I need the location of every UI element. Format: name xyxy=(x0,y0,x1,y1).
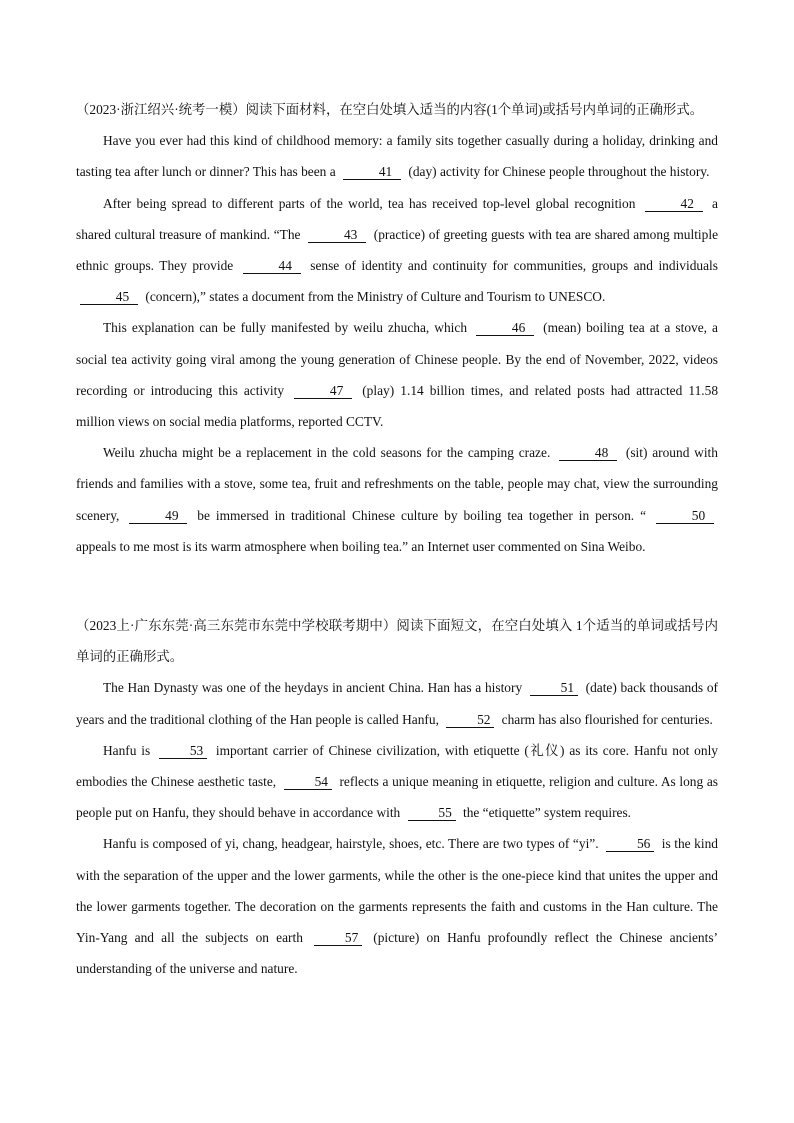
answer-blank-57[interactable]: 57 xyxy=(314,931,362,946)
answer-blank-56[interactable]: 56 xyxy=(606,837,654,852)
paragraph-text: (concern),” states a document from the Ministry of Culture and Tourism to UNESCO. xyxy=(145,289,606,305)
answer-blank-48[interactable]: 48 xyxy=(559,446,617,461)
answer-blank-44[interactable]: 44 xyxy=(243,259,301,274)
paragraph-text: (practice) of greeting guests with tea are shared among multiple ethnic groups. They provide xyxy=(76,226,719,274)
section-1-paragraphs xyxy=(76,125,718,562)
answer-blank-52[interactable]: 52 xyxy=(446,713,494,728)
section-2-header: （2023上·广东东莞·高三东莞市东莞中学校联考期中）阅读下面短文，在空白处填入 1个适当的单词或括号内单词的正确形式。 xyxy=(76,618,718,665)
answer-blank-47[interactable]: 47 xyxy=(294,384,352,399)
paragraph-text: is the kind with the separation of the upper and the lower garments, while the other is the one-piece kind that unites the upper and the lower garments together. The decoration on the garments represents the faith and customs in the Han culture. The Yin-Yang and all the subjects on earth xyxy=(76,836,718,946)
paragraph-text: Hanfu is composed of yi, chang, headgear, hairstyle, shoes, etc. There are two types of “yi”. xyxy=(103,836,599,852)
answer-blank-45[interactable]: 45 xyxy=(80,290,138,305)
paragraph-text: (day) activity for Chinese people throughout the history. xyxy=(408,164,710,180)
answer-blank-55[interactable]: 55 xyxy=(408,806,456,821)
paragraph-text: (date) back thousands of years and the traditional clothing of the Han people is called Hanfu, xyxy=(76,680,718,727)
paragraph-text: a shared cultural treasure of mankind. “The xyxy=(76,195,718,242)
paragraph xyxy=(76,125,718,187)
section-1 xyxy=(76,94,718,562)
paragraph-text: charm has also flourished for centuries. xyxy=(501,711,713,727)
paragraph xyxy=(76,735,718,829)
section-2 xyxy=(76,610,718,984)
paragraph-text: After being spread to different parts of the world, tea has received top-level global recognition xyxy=(103,195,636,211)
paragraph-text: The Han Dynasty was one of the heydays in ancient China. Han has a history xyxy=(103,680,523,696)
answer-blank-51[interactable]: 51 xyxy=(530,681,578,696)
paragraph xyxy=(76,312,718,437)
answer-blank-50[interactable]: 50 xyxy=(656,509,714,524)
paragraph-text: Hanfu is xyxy=(103,742,151,758)
paragraph xyxy=(76,437,718,562)
paragraph xyxy=(76,828,718,984)
answer-blank-42[interactable]: 42 xyxy=(645,197,703,212)
section-1-header: （2023·浙江绍兴·统考一模）阅读下面材料，在空白处填入适当的内容(1个单词)或括号内单词的正确形式。 xyxy=(76,102,704,117)
paragraph-text: the “etiquette” system requires. xyxy=(462,805,632,821)
paragraph-text: reflects a unique meaning in etiquette, religion and culture. As long as people put on Hanfu, they should behave in accordance with xyxy=(76,774,718,821)
document-page xyxy=(76,94,718,984)
paragraph-text: This explanation can be fully manifested by weilu zhucha, which xyxy=(103,320,468,336)
paragraph-text: important carrier of Chinese civilization, with etiquette (礼仪) as its core. Hanfu not only embodies the Chinese aesthetic taste, xyxy=(76,742,718,790)
answer-blank-46[interactable]: 46 xyxy=(476,321,534,336)
section-2-paragraphs xyxy=(76,672,718,984)
answer-blank-54[interactable]: 54 xyxy=(284,775,332,790)
section-spacer xyxy=(76,562,718,610)
paragraph-text: Weilu zhucha might be a replacement in the cold seasons for the camping craze. xyxy=(103,445,551,461)
paragraph-text: appeals to me most is its warm atmosphere when boiling tea.” an Internet user commented on Sina Weibo. xyxy=(76,538,646,554)
answer-blank-43[interactable]: 43 xyxy=(308,228,366,243)
answer-blank-53[interactable]: 53 xyxy=(159,744,207,759)
paragraph-text: (picture) on Hanfu profoundly reflect the Chinese ancients’ understanding of the universe and nature. xyxy=(76,930,718,977)
answer-blank-41[interactable]: 41 xyxy=(343,165,401,180)
paragraph-text: sense of identity and continuity for communities, groups and individuals xyxy=(310,258,718,274)
paragraph xyxy=(76,672,718,734)
answer-blank-49[interactable]: 49 xyxy=(129,509,187,524)
paragraph xyxy=(76,188,718,313)
paragraph-text: (sit) around with friends and families with a stove, some tea, fruit and refreshments on the table, people may chat, view the surrounding scenery, xyxy=(76,445,718,523)
paragraph-text: (mean) boiling tea at a stove, a social tea activity going viral among the young generation of Chinese people. By the end of November, 2022, videos recording or introducing this activity xyxy=(76,320,718,398)
paragraph-text: be immersed in traditional Chinese culture by boiling tea together in person. “ xyxy=(197,507,647,523)
paragraph-text: Have you ever had this kind of childhood memory: a family sits together casually during a holiday, drinking and tasting tea after lunch or dinner? This has been a xyxy=(76,133,718,180)
paragraph-text: (play) 1.14 billion times, and related posts had attracted 11.58 million views on social media platforms, reported CCTV. xyxy=(76,382,719,430)
